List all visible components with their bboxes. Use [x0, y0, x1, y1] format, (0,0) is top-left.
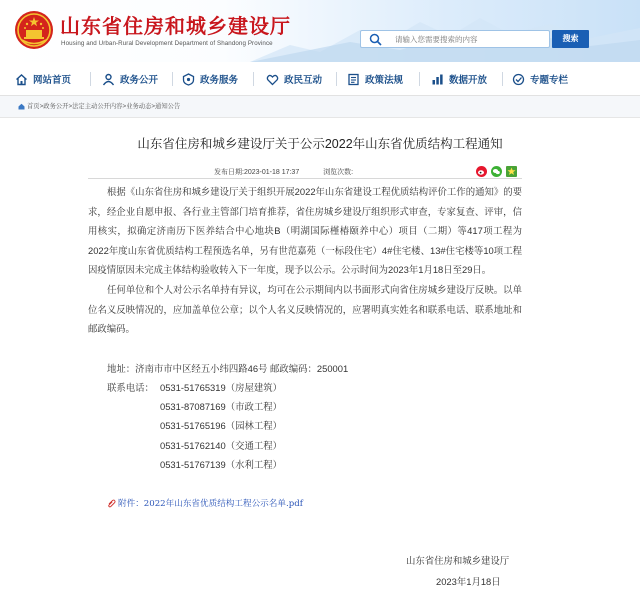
favorite-star-icon[interactable]: [506, 164, 517, 175]
site-title[interactable]: 山东省住房和城乡建设厅: [60, 16, 291, 38]
publish-date: 发布日期:2023-01-18 17:37: [214, 169, 300, 176]
contact-address: 地址：济南市市中区经五小纬四路46号 邮政编码：250001: [107, 363, 349, 374]
wechat-share-icon[interactable]: [491, 164, 502, 175]
people-icon: [102, 73, 115, 86]
phone-entry: 0531-51765319（房屋建筑）: [160, 382, 282, 393]
view-count-label: 浏览次数:: [323, 169, 354, 176]
search-box: [360, 30, 550, 48]
weibo-share-icon[interactable]: [476, 164, 487, 175]
nav-item-policies[interactable]: [347, 71, 403, 87]
signature-date: 2023年1月18日: [436, 576, 501, 587]
phone-entry: 0531-87087169（市政工程）: [160, 401, 282, 412]
nav-item-label: 政策法规: [365, 75, 404, 86]
signature-organization: 山东省住房和城乡建设厅: [406, 555, 510, 566]
nav-divider: [90, 72, 91, 86]
nav-item-services[interactable]: [182, 71, 238, 87]
nav-item-label: 专题专栏: [530, 75, 569, 86]
main-nav: [0, 62, 640, 96]
national-emblem-icon: [14, 10, 54, 50]
nav-item-interaction[interactable]: [266, 71, 322, 87]
site-subtitle: Housing and Urban-Rural Development Department of Shandong Province: [61, 40, 273, 47]
site-header: [0, 0, 640, 62]
phone-label: 联系电话：: [107, 382, 154, 393]
phone-entry: 0531-51762140（交通工程）: [160, 440, 282, 451]
nav-item-government-affairs[interactable]: [102, 71, 158, 87]
breadcrumb-home-icon: [18, 103, 25, 110]
interaction-icon: [266, 73, 279, 86]
nav-item-label: 网站首页: [33, 75, 72, 86]
search-icon: [369, 33, 382, 46]
phone-entry: 0531-51765196（园林工程）: [160, 420, 282, 431]
nav-item-home[interactable]: [15, 71, 71, 87]
breadcrumb: [0, 96, 640, 118]
nav-item-label: 政务公开: [120, 75, 159, 86]
article-paragraph: 任何单位和个人对公示名单持有异议，均可在公示期间内以书面形式向省住房城乡建设厅反映。以单位名义反映情况的，应加盖单位公章；以个人名义反映情况的，应署明真实姓名和联系电话、联系地址和邮政编码。: [88, 284, 522, 334]
nav-divider: [419, 72, 420, 86]
search-button[interactable]: 搜索: [552, 30, 589, 48]
phone-entry: 0531-51767139（水利工程）: [160, 459, 282, 470]
data-icon: [431, 73, 444, 86]
article-meta: [214, 167, 353, 177]
attachment-icon: [107, 499, 116, 508]
article-paragraph: 根据《山东省住房和城乡建设厅关于组织开展2022年山东省建设工程优质结构评价工作的通知》的要求，经企业自愿申报、各行业主管部门培育推荐，省住房城乡建设厅组织形式审查，专家复查、评审，信用核实，拟确定济南历下医养结合中心地块B（明湖国际槿椿颐养中心）项目（二期）等417项工程为2022年度山东省优质结构工程预选名单，另有世范嘉苑（一标段住宅）4#住宅楼、13#住宅楼等10项工程因疫情原因未完成主体结构验收转入下一年度，现予以公示。公示时间为2023年1月18日至29日。: [88, 186, 522, 275]
nav-item-topics[interactable]: [512, 71, 568, 87]
service-icon: [182, 73, 195, 86]
nav-item-open-data[interactable]: [431, 71, 487, 87]
document-icon: [347, 73, 360, 86]
search-input[interactable]: [395, 33, 545, 46]
breadcrumb-path[interactable]: 首页>政务公开>法定主动公开内容>业务动态>通知公告: [27, 103, 181, 110]
nav-divider: [253, 72, 254, 86]
share-bar: [476, 164, 520, 176]
attachment-label: 附件：2022年山东省优质结构工程公示名单.pdf: [118, 499, 303, 509]
home-icon: [15, 73, 28, 86]
nav-divider: [172, 72, 173, 86]
nav-item-label: 数据开放: [449, 75, 488, 86]
attachment-link[interactable]: [107, 497, 303, 509]
nav-divider: [336, 72, 337, 86]
topic-icon: [512, 73, 525, 86]
article-title: 山东省住房和城乡建设厅关于公示2022年山东省优质结构工程通知: [137, 137, 503, 151]
article-divider: [88, 178, 522, 179]
nav-item-label: 政民互动: [284, 75, 323, 86]
nav-item-label: 政务服务: [200, 75, 239, 86]
nav-divider: [502, 72, 503, 86]
